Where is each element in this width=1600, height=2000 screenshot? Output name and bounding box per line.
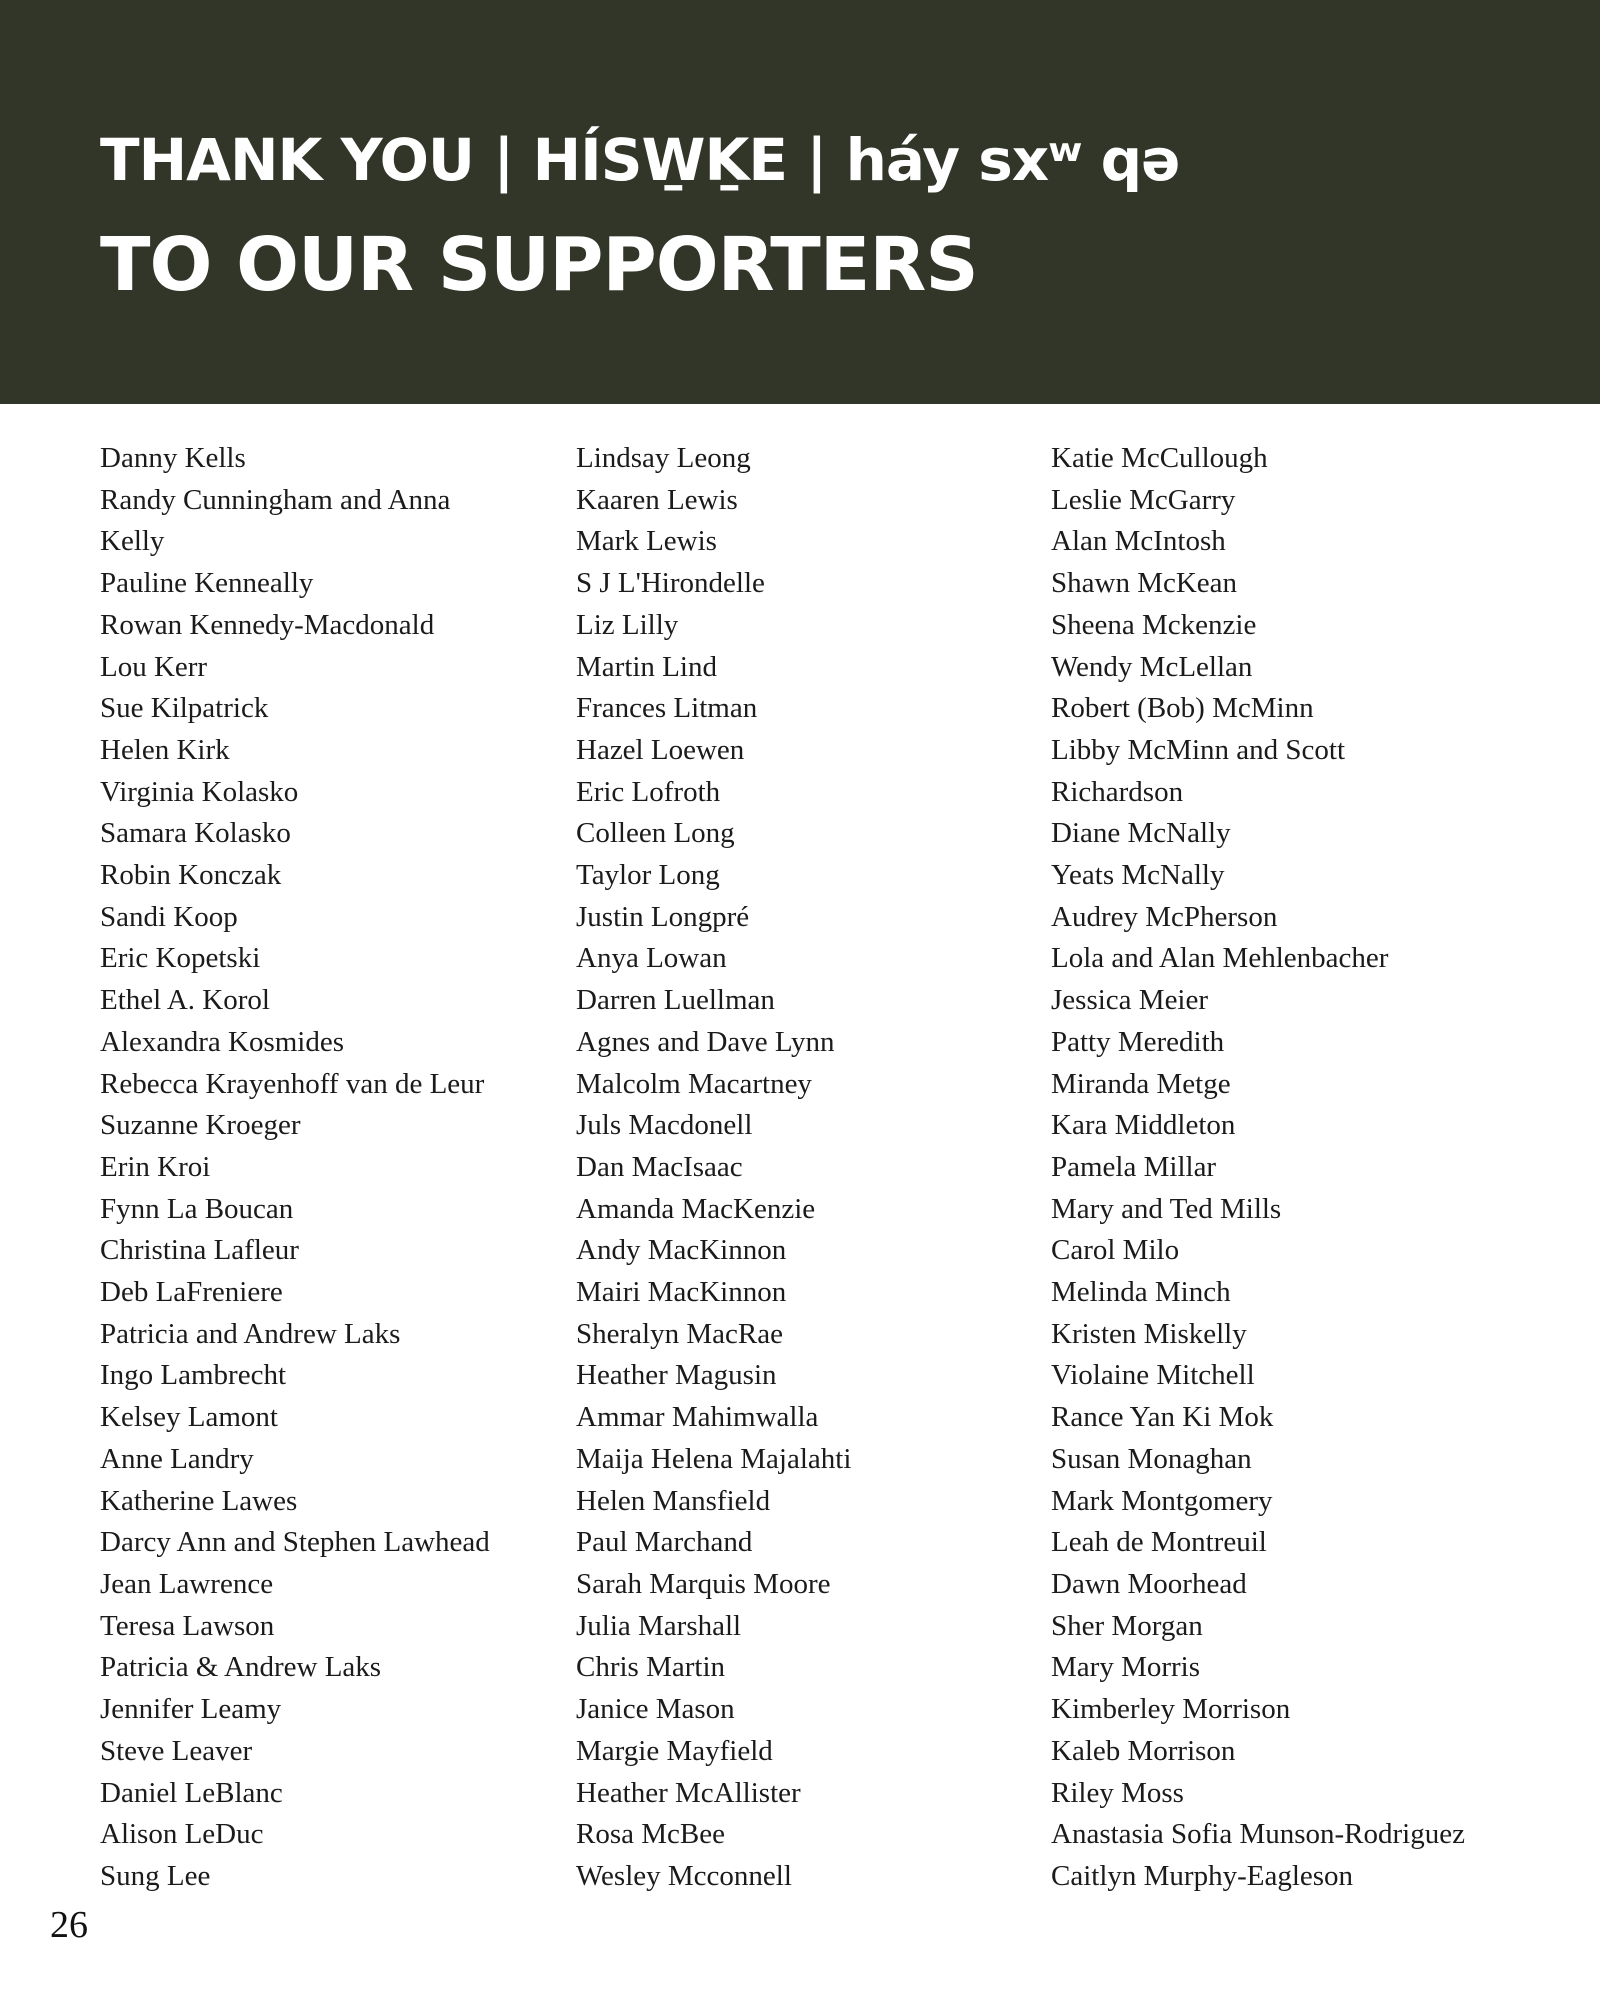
supporter-name: Helen Kirk [100,733,230,766]
supporter-name: Danny Kells [100,442,246,474]
supporter-name: Patricia and Andrew Laks [100,1317,401,1350]
supporter-name: Deb LaFreniere [100,1276,283,1309]
supporter-name: Alison LeDuc [100,1818,264,1851]
supporter-name: Ingo Lambrecht [100,1359,287,1392]
page-title: THANK YOU | HÍSW̱ḴE | háy sxʷ qə [100,126,1180,194]
supporter-name: Agnes and Dave Lynn [576,1025,835,1058]
supporter-name: Jessica Meier [1051,984,1209,1017]
supporter-name: Leah de Montreuil [1051,1526,1267,1559]
supporter-name: Violaine Mitchell [1051,1359,1255,1392]
supporter-name: Alexandra Kosmides [100,1025,345,1058]
supporter-name: Christina Lafleur [100,1234,299,1267]
supporter-name: Lola and Alan Mehlenbacher [1051,942,1389,975]
supporter-name: Janice Mason [576,1693,735,1726]
supporter-name: Rosa McBee [576,1818,725,1851]
supporter-name: Pauline Kenneally [100,567,314,600]
supporter-name: Sung Lee [100,1859,211,1892]
supporter-name: Mary and Ted Mills [1051,1192,1282,1225]
supporter-name: Audrey McPherson [1051,900,1278,933]
supporter-name: Diane McNally [1051,817,1231,850]
supporter-name: Sue Kilpatrick [100,692,269,725]
supporter-name: Liz Lilly [576,608,679,641]
supporters-column-3 [1051,438,1571,1898]
supporter-name: Carol Milo [1051,1234,1180,1267]
supporter-name: Lindsay Leong [576,442,751,474]
supporter-name: Rowan Kennedy-Macdonald [100,608,435,641]
supporter-name: Darren Luellman [576,984,775,1017]
supporter-name: Paul Marchand [576,1526,753,1559]
supporter-name: Dan MacIsaac [576,1150,743,1183]
supporter-name: Frances Litman [576,692,758,725]
page-subtitle: TO OUR SUPPORTERS [100,222,978,308]
supporter-name: Robin Konczak [100,859,282,892]
supporter-name: Mairi MacKinnon [576,1276,787,1309]
supporter-name: Justin Longpré [576,900,750,933]
supporter-name: Jean Lawrence [100,1567,274,1600]
header-banner [0,0,1600,404]
supporter-name: Ethel A. Korol [100,984,270,1017]
supporter-name: Kristen Miskelly [1051,1317,1247,1350]
supporter-name: Amanda MacKenzie [576,1192,816,1225]
supporter-name: Patricia & Andrew Laks [100,1651,382,1684]
supporter-name: Dawn Moorhead [1051,1567,1247,1600]
supporter-name: Anastasia Sofia Munson-Rodriguez [1051,1818,1465,1851]
supporter-name: Martin Lind [576,650,717,683]
supporter-name: Sandi Koop [100,900,238,933]
supporter-name: Mary Morris [1051,1651,1201,1684]
supporter-name: Kelly [100,525,165,558]
supporter-name: Heather McAllister [576,1776,801,1809]
supporter-name: Teresa Lawson [100,1609,275,1642]
supporter-name: Riley Moss [1051,1776,1184,1809]
supporter-name: Anya Lowan [576,942,727,975]
supporter-name: Anne Landry [100,1442,254,1475]
supporter-name: Colleen Long [576,817,735,850]
supporter-name: Kelsey Lamont [100,1401,278,1434]
supporter-name: Mark Lewis [576,525,717,558]
supporter-name: Shawn McKean [1051,567,1238,600]
supporter-name: Hazel Loewen [576,733,745,766]
supporter-name: Mark Montgomery [1051,1484,1273,1517]
supporter-name: Rebecca Krayenhoff van de Leur [100,1067,485,1100]
supporter-name: Julia Marshall [576,1609,742,1642]
supporter-name: Malcolm Macartney [576,1067,812,1100]
supporter-name: Eric Lofroth [576,775,721,808]
supporter-name: Ammar Mahimwalla [576,1401,819,1434]
supporter-name: Eric Kopetski [100,942,261,975]
supporter-name: Jennifer Leamy [100,1693,282,1726]
supporter-name: Miranda Metge [1051,1067,1231,1100]
supporter-name: Kaaren Lewis [576,483,738,516]
supporter-name: Susan Monaghan [1051,1442,1252,1475]
supporter-name: Virginia Kolasko [100,775,299,808]
supporter-name: Samara Kolasko [100,817,291,850]
supporter-name: Sheena Mckenzie [1051,608,1257,641]
supporters-column-1 [100,438,540,1898]
page-number: 26 [50,1904,88,1946]
supporter-name: Sheralyn MacRae [576,1317,783,1350]
supporter-name: Robert (Bob) McMinn [1051,692,1314,725]
supporter-name: Kimberley Morrison [1051,1693,1291,1726]
supporter-name: Erin Kroi [100,1150,211,1183]
supporter-name: Caitlyn Murphy-Eagleson [1051,1859,1354,1892]
supporter-name: S J L'Hirondelle [576,567,765,600]
supporter-name: Sher Morgan [1051,1609,1203,1642]
supporter-name: Rance Yan Ki Mok [1051,1401,1274,1434]
supporter-name: Steve Leaver [100,1734,253,1767]
supporter-name: Sarah Marquis Moore [576,1567,831,1600]
supporter-name: Taylor Long [576,859,720,892]
supporter-name: Pamela Millar [1051,1150,1217,1183]
supporter-name: Juls Macdonell [576,1109,753,1142]
supporter-name: Wendy McLellan [1051,650,1253,683]
supporter-name: Libby McMinn and Scott [1051,733,1346,766]
supporter-name: Andy MacKinnon [576,1234,787,1267]
supporter-name: Maija Helena Majalahti [576,1442,852,1475]
supporter-name: Chris Martin [576,1651,726,1684]
supporter-name: Alan McIntosh [1051,525,1226,558]
supporter-name: Randy Cunningham and Anna [100,483,451,516]
supporter-name: Patty Meredith [1051,1025,1225,1058]
supporter-name: Katie McCullough [1051,442,1268,474]
supporter-name: Richardson [1051,775,1184,808]
supporter-name: Kaleb Morrison [1051,1734,1236,1767]
supporter-name: Kara Middleton [1051,1109,1236,1142]
supporter-name: Katherine Lawes [100,1484,298,1517]
supporter-name: Daniel LeBlanc [100,1776,283,1809]
supporters-column-2 [576,438,1016,1898]
supporter-name: Heather Magusin [576,1359,777,1392]
supporter-name: Yeats McNally [1051,859,1225,892]
supporter-name: Melinda Minch [1051,1276,1231,1309]
supporter-name: Helen Mansfield [576,1484,771,1517]
supporter-name: Lou Kerr [100,650,208,683]
supporter-name: Leslie McGarry [1051,483,1236,516]
supporter-name: Margie Mayfield [576,1734,773,1767]
supporter-name: Fynn La Boucan [100,1192,294,1225]
supporter-name: Suzanne Kroeger [100,1109,301,1142]
supporter-name: Wesley Mcconnell [576,1859,792,1892]
supporter-name: Darcy Ann and Stephen Lawhead [100,1526,490,1559]
